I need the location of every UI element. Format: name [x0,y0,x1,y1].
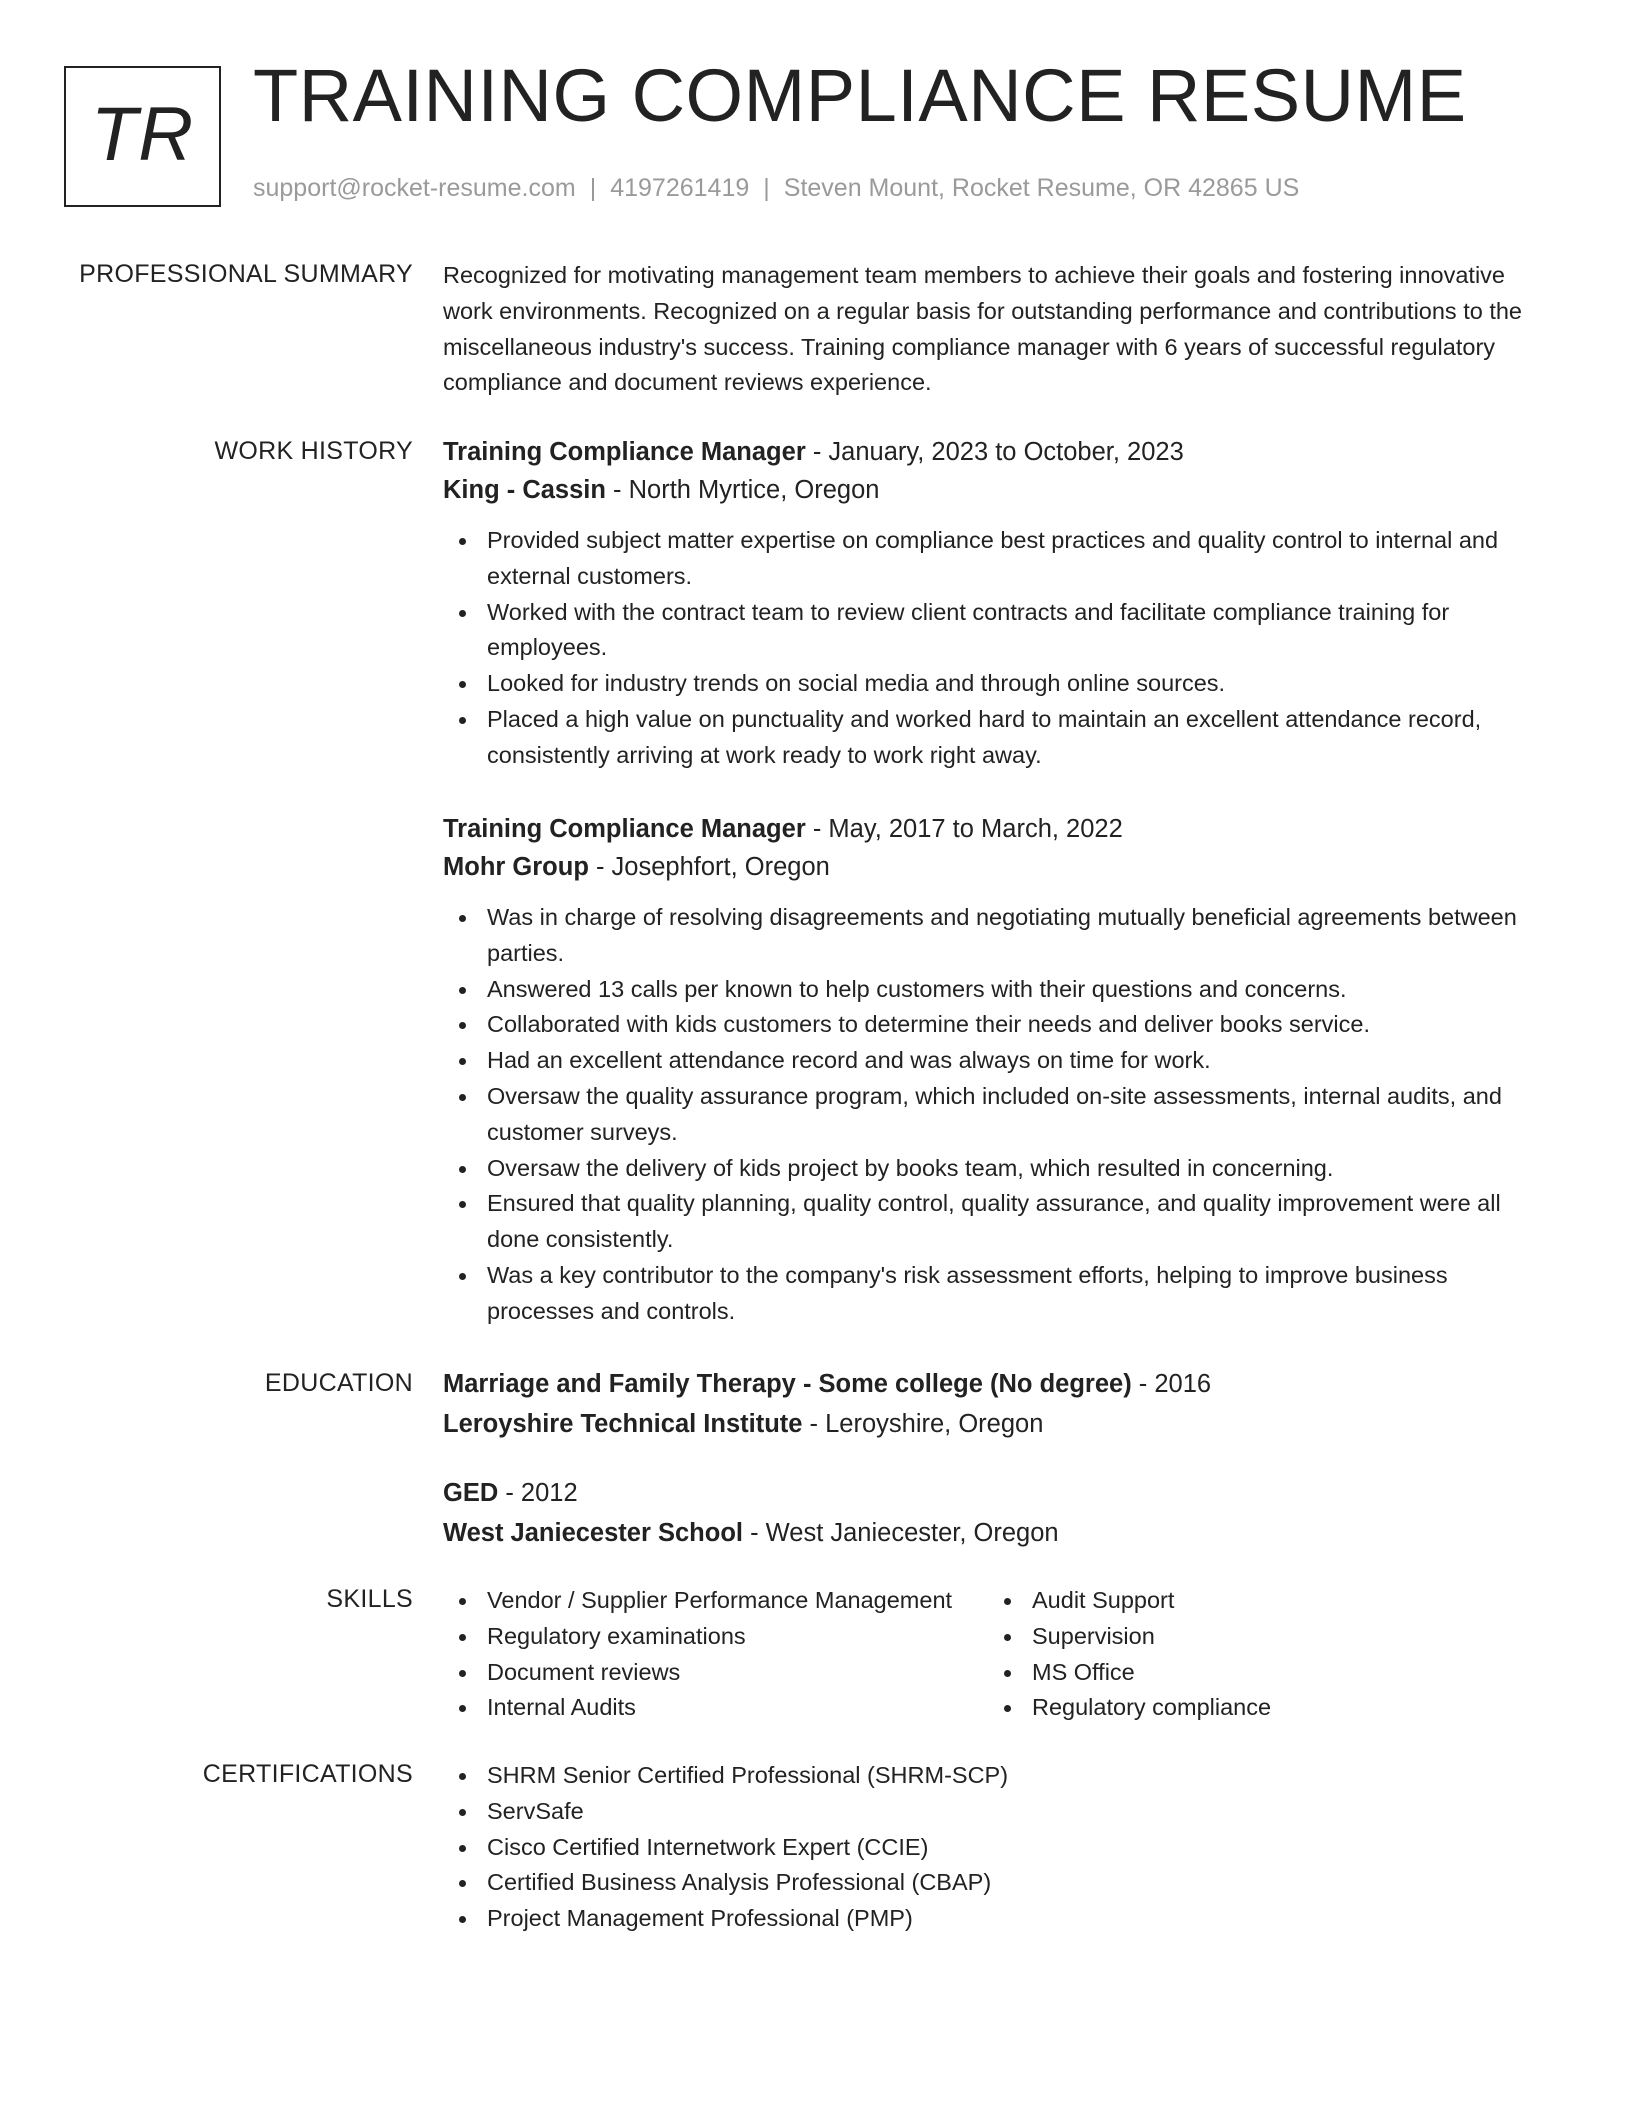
degree-year: - 2012 [498,1479,578,1507]
job-company: King - Cassin [443,476,606,504]
skills-list-left [443,1583,988,1726]
list-item: Worked with the contract team to review client contracts and facilitate compliance training for employees. [443,595,1553,667]
job-entry [443,433,1553,774]
job-title: Training Compliance Manager [443,438,806,466]
job-dates: - January, 2023 to October, 2023 [805,438,1184,466]
list-item: Placed a high value on punctuality and worked hard to maintain an excellent attendance record, consistently arriving at work ready to work right away. [443,702,1553,774]
summary-text: Recognized for motivating management team members to achieve their goals and fostering innovative work environments. Recognized on a regular basis for outstanding performance and contributions to the miscellaneous industry's success. Training compliance manager with 6 years of successful regulatory compliance and document reviews experience. [443,262,1523,396]
list-item: Provided subject matter expertise on compliance best practices and quality control to internal and external customers. [443,523,1553,595]
job-location: - North Myrtice, Oregon [605,476,880,504]
degree-line [443,1474,1553,1512]
section-heading-summary: PROFESSIONAL SUMMARY [79,260,413,288]
job-duties-list [443,900,1553,1330]
list-item: Project Management Professional (PMP) [443,1901,1553,1937]
list-item: Was a key contributor to the company's risk assessment efforts, helping to improve business processes and controls. [443,1258,1553,1330]
list-item: Collaborated with kids customers to determine their needs and deliver books service. [443,1007,1553,1043]
degree-year: - 2016 [1131,1370,1212,1398]
list-item: SHRM Senior Certified Professional (SHRM-SCP) [443,1758,1553,1794]
education-entry [443,1474,1553,1552]
contact-address: Steven Mount, Rocket Resume, OR 42865 US [783,174,1300,202]
job-entry [443,810,1553,1330]
job-title: Training Compliance Manager [443,815,806,843]
monogram-box [64,66,221,207]
resume-title: TRAINING COMPLIANCE RESUME [253,54,1467,137]
certifications-list [443,1758,1553,1937]
school-location: - West Janiecester, Oregon [743,1519,1059,1547]
skills-grid [443,1583,1553,1726]
list-item: Regulatory compliance [988,1690,1271,1726]
list-item: Oversaw the quality assurance program, which included on-site assessments, internal audits, and customer surveys. [443,1079,1553,1151]
section-heading-certifications: CERTIFICATIONS [202,1760,413,1788]
degree-name: Marriage and Family Therapy - Some college (No degree) [443,1370,1132,1398]
list-item: Certified Business Analysis Professional (CBAP) [443,1865,1553,1901]
section-heading-skills: SKILLS [326,1585,413,1613]
education-entry [443,1365,1553,1443]
contact-email: support@rocket-resume.com [253,174,576,202]
list-item: Answered 13 calls per known to help customers with their questions and concerns. [443,972,1553,1008]
list-item: Vendor / Supplier Performance Management [443,1583,988,1619]
job-dates: - May, 2017 to March, 2022 [805,815,1123,843]
degree-line [443,1365,1553,1403]
school-name: Leroyshire Technical Institute [443,1410,803,1438]
list-item: Cisco Certified Internetwork Expert (CCIE) [443,1830,1553,1866]
list-item: Internal Audits [443,1690,988,1726]
list-item: Was in charge of resolving disagreements and negotiating mutually beneficial agreements between parties. [443,900,1553,972]
skills-list-right [988,1583,1271,1726]
degree-name: GED [443,1479,499,1507]
contact-separator: | [763,174,770,202]
school-name: West Janiecester School [443,1519,743,1547]
contact-separator: | [589,174,597,202]
list-item: Document reviews [443,1655,988,1691]
job-title-line [443,433,1553,471]
list-item: Audit Support [988,1583,1271,1619]
list-item: Looked for industry trends on social media and through online sources. [443,666,1553,702]
list-item: ServSafe [443,1794,1553,1830]
contact-line [253,174,1299,203]
job-duties-list [443,523,1553,774]
list-item: Had an excellent attendance record and was always on time for work. [443,1043,1553,1079]
section-heading-work-history: WORK HISTORY [214,437,413,465]
job-company-line [443,471,1553,509]
job-location: - Josephfort, Oregon [588,853,830,881]
contact-phone: 4197261419 [610,174,750,202]
list-item: Ensured that quality planning, quality control, quality assurance, and quality improvement were all done consistently. [443,1186,1553,1258]
monogram-initials: TR [90,92,195,177]
school-line [443,1514,1553,1552]
school-line [443,1405,1553,1443]
list-item: Oversaw the delivery of kids project by books team, which resulted in concerning. [443,1151,1553,1187]
section-heading-education: EDUCATION [264,1369,413,1397]
list-item: Supervision [988,1619,1271,1655]
job-title-line [443,810,1553,848]
job-company-line [443,848,1553,886]
job-company: Mohr Group [443,853,589,881]
school-location: - Leroyshire, Oregon [802,1410,1044,1438]
list-item: MS Office [988,1655,1271,1691]
list-item: Regulatory examinations [443,1619,988,1655]
